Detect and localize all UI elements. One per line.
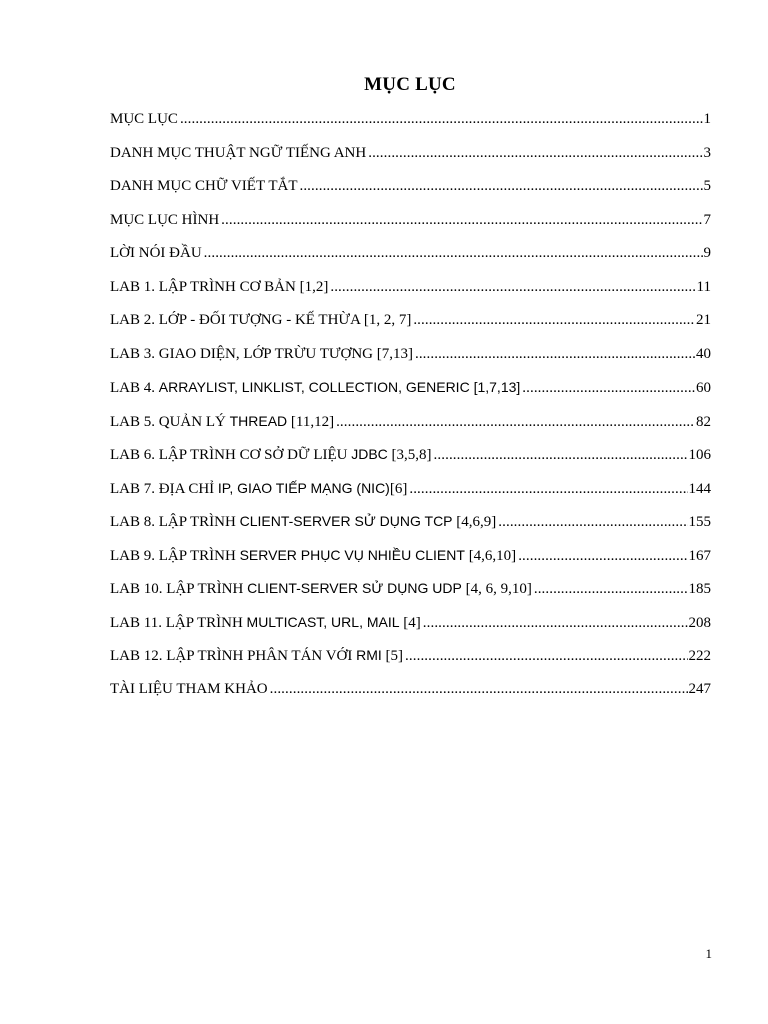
dot-leader bbox=[368, 141, 702, 165]
dot-leader bbox=[415, 342, 695, 366]
toc-entry-page: 208 bbox=[688, 614, 711, 631]
toc-entry-code-text: THREAD bbox=[229, 412, 288, 429]
toc-entry-label bbox=[110, 610, 421, 635]
toc-entry-chu-viet-tat[interactable] bbox=[110, 174, 711, 208]
toc-entry-page: 155 bbox=[688, 514, 711, 530]
dot-leader bbox=[522, 376, 695, 400]
toc-entry-page: 5 bbox=[703, 178, 711, 194]
toc-entry-label bbox=[110, 643, 403, 668]
toc-entry-code-text: JDBC bbox=[351, 446, 388, 462]
dot-leader bbox=[409, 477, 687, 501]
toc-entry-label: TÀI LIỆU THAM KHẢO bbox=[110, 680, 268, 697]
toc-entry-lab-5[interactable] bbox=[110, 409, 711, 443]
toc-entry-page: 11 bbox=[696, 278, 711, 295]
toc-entry-lab-12[interactable] bbox=[110, 643, 711, 677]
toc-entry-page: 222 bbox=[688, 648, 711, 664]
toc-entry-lab-1[interactable] bbox=[110, 275, 711, 309]
toc-entry-suffix: [4,6,9] bbox=[452, 514, 497, 530]
toc-entry-page: 21 bbox=[696, 312, 711, 328]
toc-entry-prefix: LAB 10. LẬP TRÌNH bbox=[110, 581, 248, 597]
dot-leader bbox=[221, 208, 702, 232]
toc-entry-code-text: RMI bbox=[356, 647, 382, 663]
toc-entry-prefix: LAB 12. LẬP TRÌNH PHÂN TÁN VỚI bbox=[110, 648, 357, 664]
dot-leader bbox=[423, 611, 688, 635]
toc-entry-suffix: [6] bbox=[389, 480, 408, 497]
toc-entry-lab-8[interactable] bbox=[110, 509, 711, 543]
dot-leader bbox=[534, 577, 688, 601]
toc-entry-lab-4[interactable] bbox=[110, 375, 711, 409]
toc-entry-prefix: LAB 4. bbox=[110, 380, 159, 396]
toc-entry-tai-lieu-tham-khao[interactable] bbox=[110, 677, 711, 711]
toc-entry-label: LAB 1. LẬP TRÌNH CƠ BẢN [1,2] bbox=[110, 278, 329, 295]
dot-leader bbox=[299, 174, 702, 198]
dot-leader bbox=[330, 275, 695, 299]
toc-entry-suffix: [4] bbox=[399, 614, 421, 631]
toc-entry-page: 185 bbox=[688, 581, 711, 597]
toc-entry-label: LAB 2. LỚP - ĐỐI TƯỢNG - KẾ THỪA [1, 2, 7] bbox=[110, 312, 412, 328]
toc-entry-label: MỤC LỤC bbox=[110, 111, 178, 127]
dot-leader bbox=[413, 308, 695, 332]
toc-entry-label bbox=[110, 543, 516, 568]
toc-entry-suffix: [4, 6, 9,10] bbox=[461, 581, 532, 597]
toc-entry-lab-2[interactable] bbox=[110, 308, 711, 342]
toc-entry-page: 3 bbox=[703, 144, 711, 161]
toc-entry-lab-11[interactable] bbox=[110, 610, 711, 644]
toc-entry-page: 40 bbox=[696, 345, 711, 362]
toc-entry-page: 106 bbox=[688, 447, 711, 463]
toc-entry-label bbox=[110, 409, 334, 434]
toc-entry-suffix: [11,12] bbox=[287, 413, 335, 430]
toc-entry-label bbox=[110, 576, 532, 601]
dot-leader bbox=[204, 241, 703, 265]
toc-entry-code-text: ARRAYLIST, LINKLIST, COLLECTION, GENERIC [1,7,13] bbox=[158, 379, 521, 395]
toc-entry-prefix: LAB 9. LẬP TRÌNH bbox=[110, 547, 240, 564]
toc-entry-lab-10[interactable] bbox=[110, 576, 711, 610]
toc-entry-label: DANH MỤC THUẬT NGỮ TIẾNG ANH bbox=[110, 144, 367, 161]
toc-entry-page: 167 bbox=[688, 547, 711, 564]
toc-entry-prefix: LAB 5. QUẢN LÝ bbox=[110, 413, 230, 430]
toc-entry-code-text: CLIENT-SERVER SỬ DỤNG UDP bbox=[247, 580, 462, 596]
toc-entry-prefix: LAB 7. ĐỊA CHỈ bbox=[110, 480, 218, 497]
toc-entry-loi-noi-dau[interactable] bbox=[110, 241, 711, 275]
dot-leader bbox=[434, 443, 688, 467]
toc-entry-page: 1 bbox=[703, 111, 711, 127]
dot-leader bbox=[518, 544, 687, 568]
toc-entry-code-text: IP, GIAO TIẾP MẠNG (NIC) bbox=[217, 479, 390, 496]
dot-leader bbox=[498, 510, 687, 534]
toc-entry-suffix: [3,5,8] bbox=[387, 447, 432, 463]
toc-entry-muc-luc[interactable] bbox=[110, 107, 711, 141]
toc-entry-muc-luc-hinh[interactable] bbox=[110, 208, 711, 242]
toc-entry-page: 60 bbox=[696, 380, 711, 396]
toc-entry-lab-9[interactable] bbox=[110, 543, 711, 577]
toc-entry-code-text: MULTICAST, URL, MAIL bbox=[246, 613, 400, 630]
table-of-contents bbox=[110, 107, 711, 710]
page-title: MỤC LỤC bbox=[364, 74, 456, 95]
toc-entry-lab-7[interactable] bbox=[110, 476, 711, 510]
toc-entry-suffix: [4,6,10] bbox=[464, 547, 517, 564]
toc-entry-label bbox=[110, 442, 432, 467]
toc-entry-label: LAB 3. GIAO DIỆN, LỚP TRỪU TƯỢNG [7,13] bbox=[110, 345, 413, 362]
toc-entry-label: MỤC LỤC HÌNH bbox=[110, 211, 220, 228]
toc-entry-suffix: [5] bbox=[381, 648, 404, 664]
toc-entry-prefix: LAB 6. LẬP TRÌNH CƠ SỞ DỮ LIỆU bbox=[110, 447, 352, 463]
toc-entry-label: DANH MỤC CHỮ VIẾT TẮT bbox=[110, 178, 298, 194]
toc-entry-code-text: CLIENT-SERVER SỬ DỤNG TCP bbox=[239, 513, 453, 529]
toc-entry-page: 247 bbox=[688, 680, 711, 697]
dot-leader bbox=[405, 644, 687, 668]
toc-entry-label bbox=[110, 509, 496, 534]
toc-entry-prefix: LAB 11. LẬP TRÌNH bbox=[110, 614, 247, 631]
dot-leader bbox=[270, 677, 688, 701]
toc-entry-page: 82 bbox=[696, 413, 711, 430]
toc-entry-lab-6[interactable] bbox=[110, 442, 711, 476]
toc-entry-prefix: LAB 8. LẬP TRÌNH bbox=[110, 514, 240, 530]
toc-entry-label bbox=[110, 476, 407, 501]
toc-entry-lab-3[interactable] bbox=[110, 342, 711, 376]
toc-entry-label: LỜI NÓI ĐẦU bbox=[110, 245, 202, 261]
toc-entry-page: 144 bbox=[688, 480, 711, 497]
toc-entry-code-text: SERVER PHỤC VỤ NHIỀU CLIENT bbox=[239, 546, 465, 563]
footer-page-number: 1 bbox=[705, 946, 712, 961]
toc-entry-page: 7 bbox=[703, 211, 711, 228]
toc-entry-page: 9 bbox=[703, 245, 711, 261]
toc-entry-thuat-ngu[interactable] bbox=[110, 141, 711, 175]
toc-entry-label bbox=[110, 375, 520, 400]
dot-leader bbox=[180, 107, 703, 131]
dot-leader bbox=[336, 410, 695, 434]
